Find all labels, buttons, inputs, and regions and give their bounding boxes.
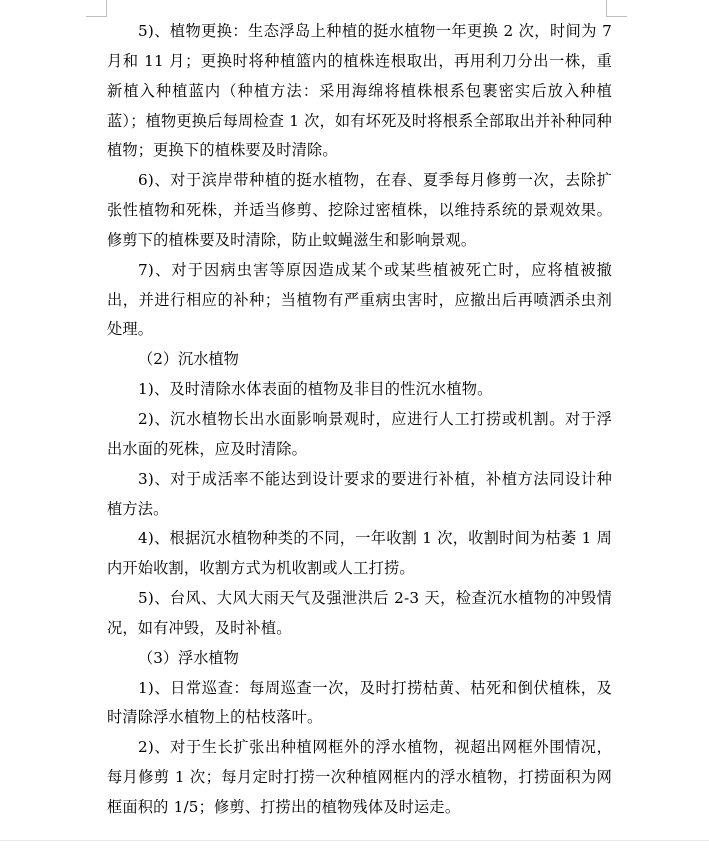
document-body [107,17,612,823]
paragraph-storm-check: 5)、台风、大风大雨天气及强泄洪后 2-3 天，检查沉水植物的冲毁情况，如有冲毁，及时补植。 [107,589,612,637]
paragraph-replanting: 3)、对于成活率不能达到设计要求的要进行补植，补植方法同设计种植方法。 [107,469,612,518]
section-heading-submerged-plants: （2）沉水植物 [138,350,239,369]
paragraph-manual-harvest: 2)、沉水植物长出水面影响景观时，应进行人工打捞或机割。对于浮出水面的死株，应及时清除。 [107,409,612,458]
paragraph-annual-harvest: 4)、根据沉水植物种类的不同，一年收割 1 次，收割时间为枯萎 1 周内开始收割，收割方式为机收割或人工打捞。 [107,529,612,578]
page-corner-mark-left [86,0,107,17]
paragraph-daily-patrol: 1)、日常巡查：每周巡查一次，及时打捞枯黄、枯死和倒伏植株，及时清除浮水植物上的枯枝落叶。 [107,678,612,727]
paragraph-frame-trimming: 2)、对于生长扩张出种植网框外的浮水植物，视超出网框外围情况，每月修剪 1 次；每月定时打捞一次种植网框内的浮水植物，打捞面积为网框面积的 1/5；修剪、打捞出的植物残体及时运走。 [107,738,612,816]
paragraph-shore-trimming: 6)、对于滨岸带种植的挺水植物，在春、夏季每月修剪一次，去除扩张性植物和死株，并适当修剪、挖除过密植株，以维持系统的景观效果。修剪下的植株要及时清除，防止蚊蝇滋生和影响景观。 [107,171,612,249]
paragraph-surface-cleanup: 1)、及时清除水体表面的植物及非目的性沉水植物。 [138,380,493,399]
paragraph-pest-handling: 7)、对于因病虫害等原因造成某个或某些植被死亡时，应将植被撤出，并进行相应的补种；当植物有严重病虫害时，应撤出后再喷洒杀虫剂处理。 [107,260,612,339]
paragraph-plant-replacement: 5)、植物更换：生态浮岛上种植的挺水植物一年更换 2 次，时间为 7 月和 11 月；更换时将种植篮内的植株连根取出，再用利刀分出一株，重新植入种植蓝内（种植方法：采用海绵将植株根系包裹密实后放入种植蓝）；植物更换后每周检查 1 次，如有坏死及时将根系全部取出并补种同种植物；更换下的植株要及时清除。 [107,22,612,160]
page-bottom-divider [0,840,709,841]
section-heading-floating-plants: （3）浮水植物 [138,648,239,667]
page-corner-mark-right [606,0,627,17]
